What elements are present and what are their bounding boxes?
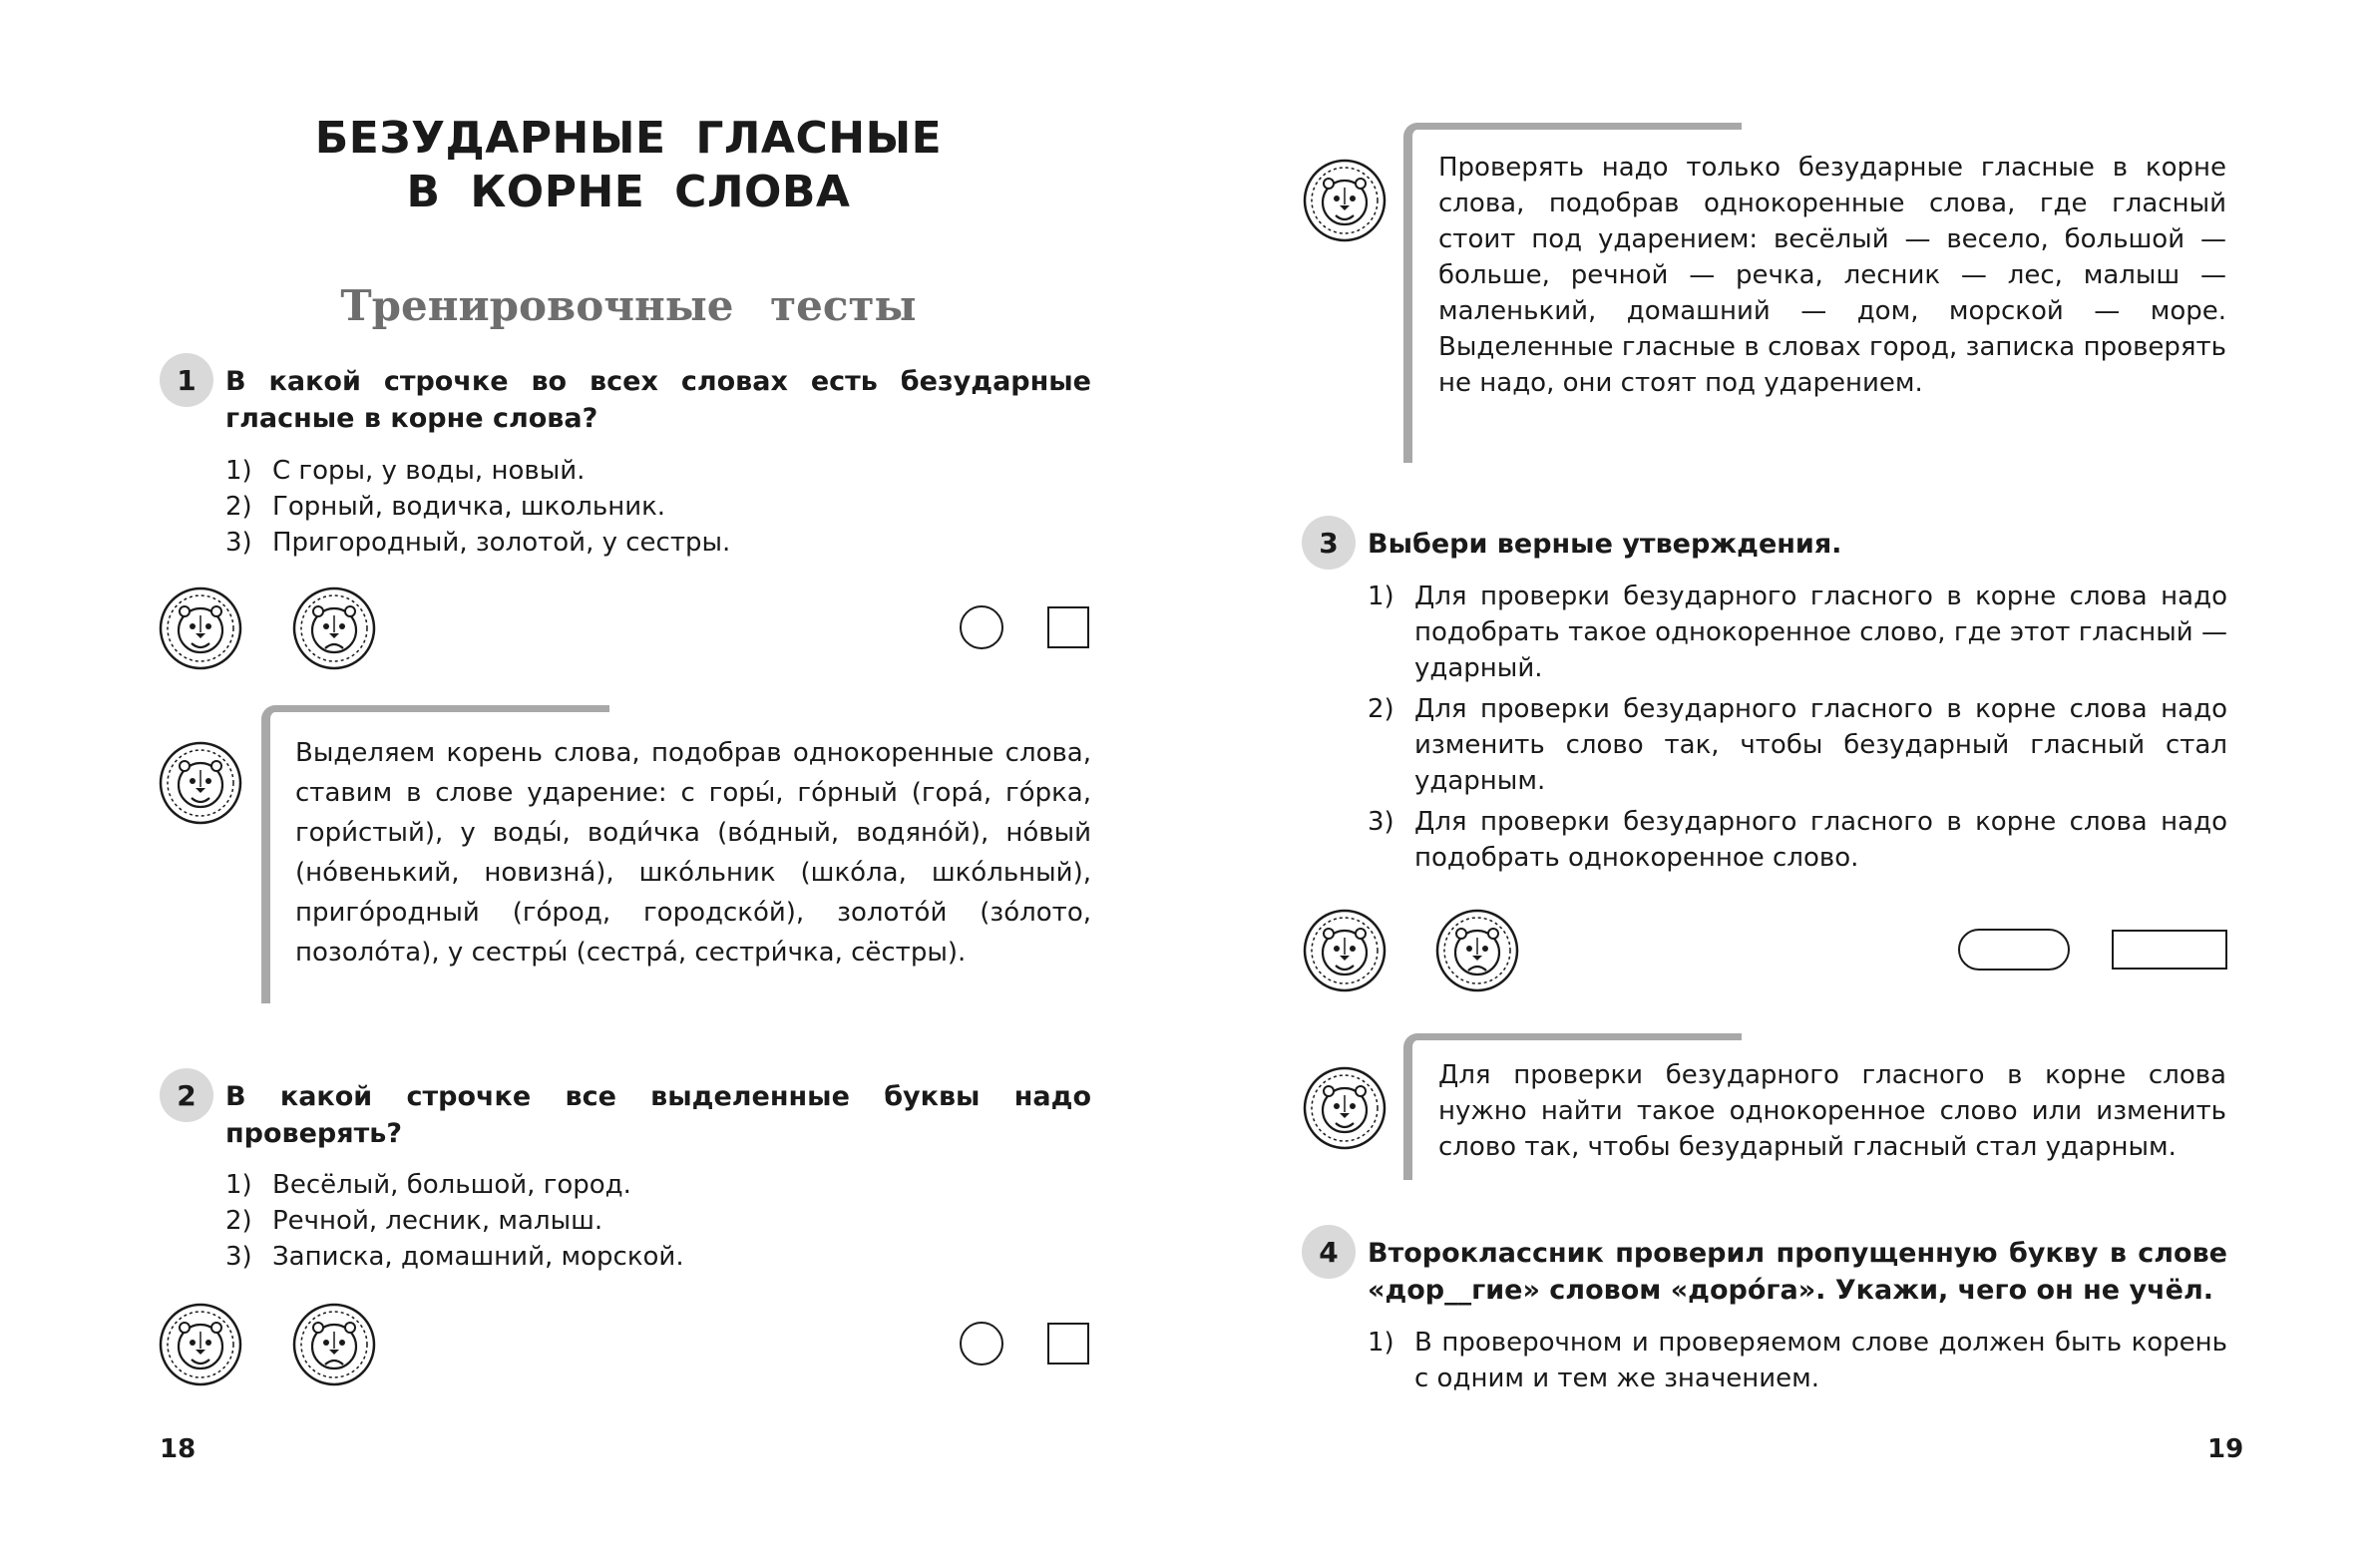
option-number: 2)	[1368, 694, 1394, 724]
option-item[interactable]	[225, 1167, 1091, 1203]
option-item[interactable]	[1368, 1325, 2227, 1396]
lion-happy-icon[interactable]	[158, 1302, 243, 1387]
lion-sad-icon[interactable]	[291, 585, 377, 671]
option-text: Для проверки безударного гласного в корне слова надо подобрать такое однокоренное слово, где этот гласный — ударный.	[1414, 582, 2227, 683]
question-1-text: В какой строчке во всех словах есть безударные гласные в корне слова?	[225, 366, 1091, 434]
lion-hint-icon	[1302, 158, 1388, 243]
option-item[interactable]	[1368, 804, 2227, 876]
option-text: Записка, домашний, морской.	[272, 1242, 684, 1272]
page-title	[160, 112, 1097, 219]
question-2-text: В какой строчке все выделенные буквы надо проверять?	[225, 1081, 1091, 1149]
question-3-text: Выбери верные утверждения.	[1368, 529, 1842, 560]
option-text: С горы, у воды, новый.	[272, 456, 586, 486]
lion-sad-icon[interactable]	[1434, 908, 1520, 993]
option-item[interactable]	[225, 1203, 1091, 1239]
option-number: 1)	[225, 1170, 252, 1200]
answer-square[interactable]	[1047, 1323, 1089, 1365]
option-item[interactable]	[1368, 691, 2227, 799]
option-number: 1)	[1368, 1328, 1394, 1358]
option-text: Речной, лесник, малыш.	[272, 1206, 603, 1236]
lion-happy-icon[interactable]	[1302, 908, 1388, 993]
option-item[interactable]	[1368, 579, 2227, 686]
lion-hint-icon	[158, 740, 243, 826]
question-4-options	[1368, 1325, 2227, 1396]
question-4-text: Второклассник проверил пропущенную букву в слове «дор__гие» словом «доро́га». Укажи, чего он не учёл.	[1368, 1238, 2227, 1306]
option-number: 2)	[225, 492, 252, 522]
option-text: Весёлый, большой, город.	[272, 1170, 631, 1200]
right-page	[1190, 0, 2380, 1561]
title-line-2: В КОРНЕ СЛОВА	[406, 167, 851, 217]
option-number: 3)	[225, 528, 252, 558]
answer-oval[interactable]	[1958, 929, 2070, 971]
answer-circle[interactable]	[960, 1322, 1003, 1366]
hint-2-text: Проверять надо только безударные гласные в корне слова, подобрав однокоренные слова, где гласный стоит под ударением: весёлый — весело, большой — больше, речной — речка, лесник — лес, малыш — маленький, домашний — дом, морской — море. Выделенные гласные в словах город, записка проверять не надо, они стоят под ударением.	[1438, 153, 2226, 398]
option-number: 3)	[225, 1242, 252, 1272]
lion-hint-icon	[1302, 1065, 1388, 1151]
question-3-options	[1368, 579, 2227, 881]
question-4-number: 4	[1302, 1225, 1356, 1279]
hint-1-text: Выделяем корень слова, подобрав однокоренные слова, ставим в слове ударение: с горы́, го́рный (гора́, го́рка, гори́стый), у воды́, води́чка (во́дный, водяно́й), но́вый (но́венький, новизна́), шко́льник (шко́ла, шко́льный), приго́родный (го́род, городско́й), золото́й (зо́лото, позоло́та), у сестры́ (сестра́, сестри́чка, сёстры).	[295, 738, 1091, 968]
option-text: Пригородный, золотой, у сестры.	[272, 528, 731, 558]
lion-happy-icon[interactable]	[158, 585, 243, 671]
answer-square[interactable]	[1047, 606, 1089, 648]
option-item[interactable]	[225, 453, 1091, 489]
option-text: Горный, водичка, школьник.	[272, 492, 666, 522]
section-subtitle: Тренировочные тесты	[340, 281, 917, 330]
option-number: 1)	[225, 456, 252, 486]
option-text: В проверочном и проверяемом слове должен быть корень с одним и тем же значением.	[1414, 1328, 2227, 1393]
option-item[interactable]	[225, 489, 1091, 525]
lion-sad-icon[interactable]	[291, 1302, 377, 1387]
question-1-number: 1	[160, 353, 213, 407]
title-line-1: БЕЗУДАРНЫЕ ГЛАСНЫЕ	[314, 113, 943, 164]
question-3-number: 3	[1302, 516, 1356, 570]
answer-circle[interactable]	[960, 605, 1003, 649]
page-number-right: 19	[2207, 1434, 2244, 1464]
question-2-options	[225, 1167, 1091, 1275]
option-text: Для проверки безударного гласного в корне слова надо подобрать однокоренное слово.	[1414, 807, 2227, 873]
page-number-left: 18	[160, 1434, 197, 1464]
answer-rectangle[interactable]	[2112, 930, 2227, 970]
question-1-options	[225, 453, 1091, 561]
question-2-number: 2	[160, 1068, 213, 1122]
option-item[interactable]	[225, 1239, 1091, 1275]
option-number: 1)	[1368, 582, 1394, 611]
hint-3-text: Для проверки безударного гласного в корне слова нужно найти такое однокоренное слово или изменить слово так, чтобы безударный гласный стал ударным.	[1438, 1060, 2226, 1162]
option-text: Для проверки безударного гласного в корне слова надо изменить слово так, чтобы безударный гласный стал ударным.	[1414, 694, 2227, 796]
option-item[interactable]	[225, 525, 1091, 561]
option-number: 2)	[225, 1206, 252, 1236]
option-number: 3)	[1368, 807, 1394, 837]
